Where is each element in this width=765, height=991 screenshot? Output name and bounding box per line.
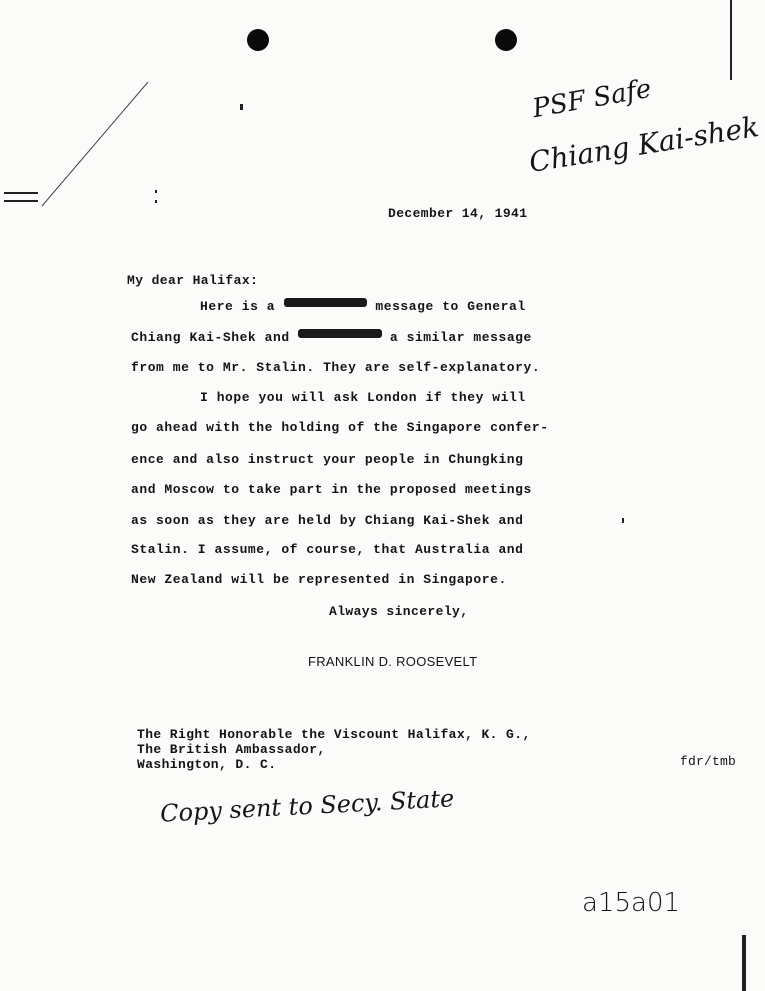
archive-note-line1: PSF Safe bbox=[530, 73, 654, 125]
stray-mark bbox=[155, 190, 157, 193]
reference-initials: fdr/tmb bbox=[680, 754, 737, 769]
signature: FRANKLIN D. ROOSEVELT bbox=[308, 654, 478, 669]
punch-hole-right bbox=[495, 29, 517, 51]
body-text: message to General bbox=[367, 299, 526, 314]
stray-mark bbox=[622, 518, 624, 523]
right-edge-mark-bottom bbox=[742, 935, 746, 991]
body-line bbox=[131, 452, 524, 467]
body-text: New Zealand will be represented in Singapore. bbox=[131, 572, 507, 587]
body-line bbox=[131, 513, 524, 528]
stray-mark bbox=[240, 104, 243, 110]
letter-date: December 14, 1941 bbox=[388, 206, 528, 221]
body-line bbox=[131, 572, 507, 587]
struck-out-text bbox=[298, 329, 382, 338]
body-line bbox=[131, 482, 532, 497]
body-text: I hope you will ask London if they will bbox=[200, 390, 526, 405]
struck-out-text bbox=[284, 298, 368, 307]
body-text: from me to Mr. Stalin. They are self-explanatory. bbox=[131, 360, 541, 375]
body-line bbox=[131, 329, 532, 345]
archive-note-line2: Chiang Kai-shek bbox=[526, 110, 762, 179]
fold-line bbox=[40, 80, 150, 210]
body-text: as soon as they are held by Chiang Kai-Shek and bbox=[131, 513, 524, 528]
body-text: Here is a bbox=[200, 299, 284, 314]
body-line bbox=[200, 390, 526, 405]
body-line bbox=[131, 420, 549, 435]
copy-note: Copy sent to Secy. State bbox=[159, 784, 455, 828]
body-text: Chiang Kai-Shek and bbox=[131, 330, 299, 345]
punch-hole-left bbox=[247, 29, 269, 51]
body-text: go ahead with the holding of the Singapore confer- bbox=[131, 420, 549, 435]
file-number: a15a01 bbox=[582, 888, 681, 918]
left-edge-mark bbox=[4, 192, 38, 194]
left-edge-mark-2 bbox=[4, 200, 38, 202]
body-text: a similar message bbox=[381, 330, 532, 345]
salutation: My dear Halifax: bbox=[127, 273, 259, 288]
addressee-line: Washington, D. C. bbox=[137, 757, 277, 772]
body-text: and Moscow to take part in the proposed meetings bbox=[131, 482, 532, 497]
body-line bbox=[131, 360, 540, 375]
addressee-line: The British Ambassador, bbox=[137, 742, 326, 757]
body-line bbox=[200, 298, 526, 314]
closing: Always sincerely, bbox=[329, 604, 469, 619]
body-line bbox=[131, 542, 524, 557]
body-text: Stalin. I assume, of course, that Australia and bbox=[131, 542, 524, 557]
addressee-line: The Right Honorable the Viscount Halifax, K. G., bbox=[137, 727, 531, 742]
right-edge-mark bbox=[730, 0, 732, 80]
stray-mark bbox=[155, 200, 157, 203]
body-text: ence and also instruct your people in Chungking bbox=[131, 452, 524, 467]
